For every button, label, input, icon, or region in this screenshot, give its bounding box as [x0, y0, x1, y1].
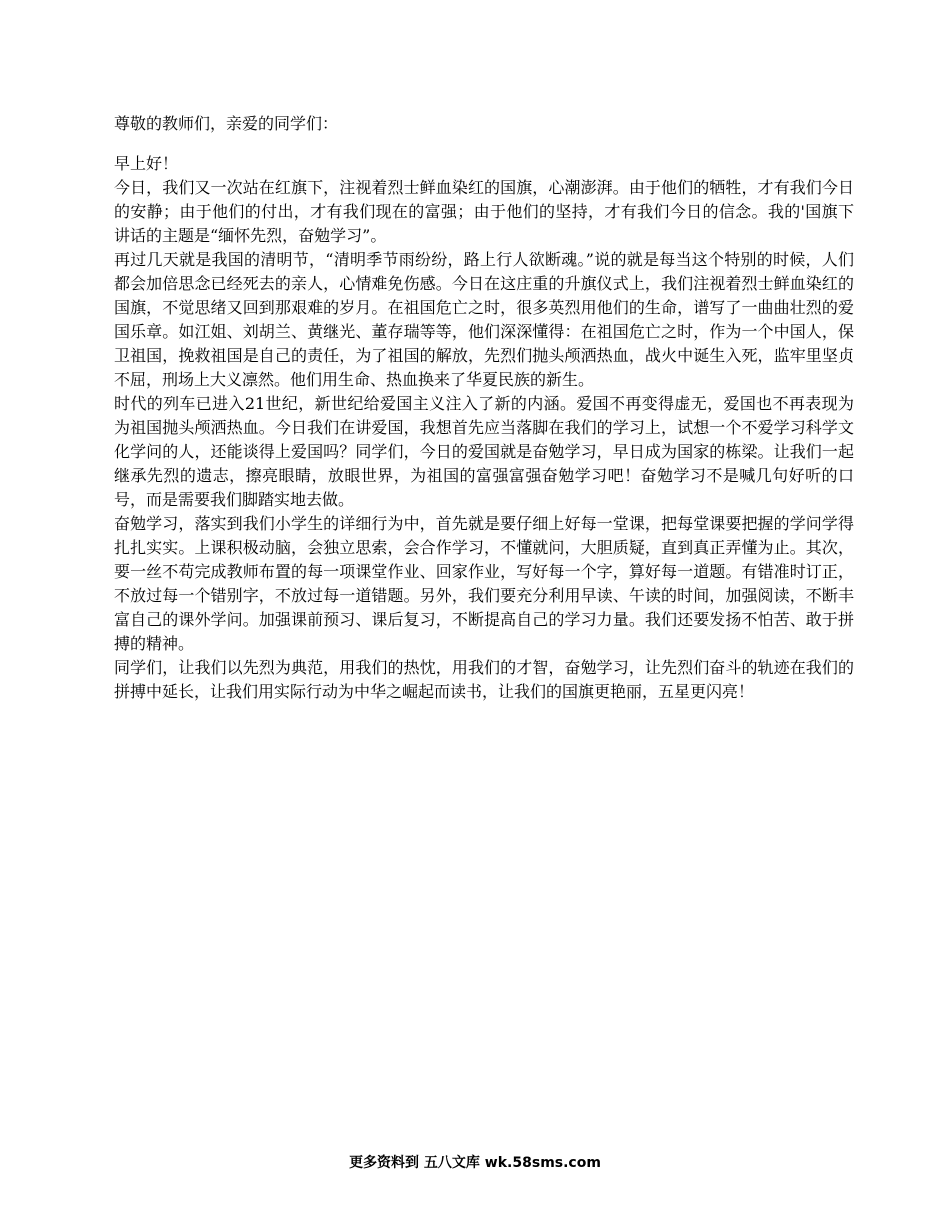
paragraph-study-actions: 奋勉学习，落实到我们小学生的详细行为中，首先就是要仔细上好每一堂课，把每堂课要把握的学问学得扎扎实实。上课积极动脑，会独立思索，会合作学习，不懂就问，大胆质疑，直到真正弄懂为止。其次，要一丝不苟完成教师布置的每一项课堂作业、回家作业，写好每一个字，算好每一道题。有错准时订正，不放过每一个错别字，不放过每一道错题。另外，我们要充分利用早读、午读的时间，加强阅读，不断丰富自己的课外学问。加强课前预习、课后复习，不断提高自己的学习力量。我们还要发扬不怕苦、敢于拼搏的精神。 — [114, 514, 854, 653]
paragraph-qingming: 再过几天就是我国的清明节，“清明季节雨纷纷，路上行人欲断魂。”说的就是每当这个特别的时候，人们都会加倍思念已经死去的亲人，心情难免伤感。今日在这庄重的升旗仪式上，我们注视着烈士鲜血染红的国旗，不觉思绪又回到那艰难的岁月。在祖国危亡之时，很多英烈用他们的生命，谱写了一曲曲壮烈的爱国乐章。如江姐、刘胡兰、黄继光、董存瑞等等，他们深深懂得：在祖国危亡之时，作为一个中国人，保卫祖国，挽救祖国是自己的责任，为了祖国的解放，先烈们抛头颅洒热血，战火中诞生入死，监牢里坚贞不屈，刑场上大义凛然。他们用生命、热血换来了华夏民族的新生。 — [114, 250, 854, 389]
paragraph-morning-greeting: 早上好！ — [114, 154, 179, 173]
paragraph-new-era: 时代的列车已进入21世纪，新世纪给爱国主义注入了新的内涵。爱国不再变得虚无，爱国也不再表现为为祖国抛头颅洒热血。今日我们在讲爱国，我想首先应当落脚在我们的学习上，试想一个不爱学习科学文化学问的人，还能谈得上爱国吗？同学们，今日的爱国就是奋勉学习，早日成为国家的栋梁。让我们一起继承先烈的遗志，擦亮眼睛，放眼世界，为祖国的富强富强奋勉学习吧！奋勉学习不是喊几句好听的口号，而是需要我们脚踏实地去做。 — [114, 394, 854, 509]
blank-line — [114, 136, 854, 152]
paragraph-conclusion: 同学们，让我们以先烈为典范，用我们的热忱，用我们的才智，奋勉学习，让先烈们奋斗的轨迹在我们的拼搏中延长，让我们用实际行动为中华之崛起而读书，让我们的国旗更艳丽，五星更闪亮！ — [114, 658, 854, 701]
salutation: 尊敬的教师们，亲爱的同学们： — [114, 114, 339, 133]
paragraph-introduction: 今日，我们又一次站在红旗下，注视着烈士鲜血染红的国旗，心潮澎湃。由于他们的牺牲，才有我们今日的安静；由于他们的付出，才有我们现在的富强；由于他们的坚持，才有我们今日的信念。我的'国旗下讲话的主题是“缅怀先烈，奋勉学习”。 — [114, 178, 854, 245]
document-body — [114, 112, 854, 704]
footer-link[interactable]: 更多资料到 五八文库 wk.58sms.com — [349, 1155, 601, 1171]
